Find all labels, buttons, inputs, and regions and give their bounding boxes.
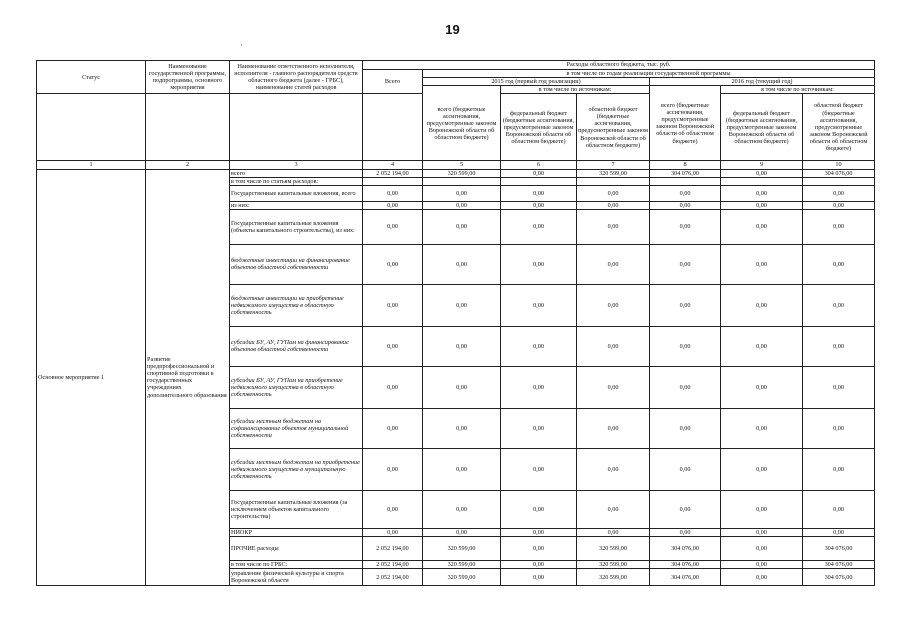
- amount-cell: 0,00: [501, 490, 577, 528]
- amount-cell: 320 599,00: [577, 537, 650, 561]
- amount-cell: 0,00: [423, 244, 501, 284]
- amount-cell: [721, 177, 803, 185]
- amount-cell: [577, 177, 650, 185]
- amount-cell: 0,00: [803, 528, 875, 536]
- expense-label: субсидии местным бюджетам на софинансирование объектов муниципальной собственности: [230, 408, 363, 448]
- header-year-2016: 2016 год (текущий год): [650, 78, 875, 86]
- amount-cell: 0,00: [650, 408, 721, 448]
- amount-cell: 0,00: [650, 448, 721, 490]
- amount-cell: 0,00: [721, 244, 803, 284]
- amount-cell: 304 076,00: [803, 537, 875, 561]
- amount-cell: 320 599,00: [577, 561, 650, 569]
- amount-cell: 0,00: [803, 366, 875, 408]
- amount-cell: 0,00: [501, 209, 577, 244]
- header-by-years: в том числе по годам реализации государственной программы: [423, 70, 875, 78]
- amount-cell: 0,00: [577, 408, 650, 448]
- amount-cell: 0,00: [501, 569, 577, 586]
- amount-cell: 0,00: [423, 528, 501, 536]
- expense-label: ПРОЧИЕ расходы: [230, 537, 363, 561]
- header-program-name: Наименование государственной программы, подпрограммы, основного мероприятия: [146, 61, 230, 94]
- amount-cell: 0,00: [650, 185, 721, 201]
- amount-cell: 320 599,00: [423, 537, 501, 561]
- amount-cell: 0,00: [577, 448, 650, 490]
- expense-label: Государственные капитальные вложения (за исключением объектов капитального строительства): [230, 490, 363, 528]
- amount-cell: 0,00: [577, 366, 650, 408]
- amount-cell: 0,00: [577, 528, 650, 536]
- amount-cell: 0,00: [721, 326, 803, 366]
- column-number: 5: [423, 161, 501, 169]
- amount-cell: 0,00: [423, 185, 501, 201]
- amount-cell: 0,00: [803, 490, 875, 528]
- amount-cell: 0,00: [577, 209, 650, 244]
- amount-cell: 0,00: [721, 448, 803, 490]
- amount-cell: 0,00: [650, 201, 721, 209]
- amount-cell: 0,00: [721, 537, 803, 561]
- expense-label: из них:: [230, 201, 363, 209]
- amount-cell: 0,00: [577, 490, 650, 528]
- column-number: 10: [803, 161, 875, 169]
- expense-label: субсидии БУ, АУ, ГУПам на приобретение недвижимого имущества в областную собственность: [230, 366, 363, 408]
- expense-label: бюджетные инвестиции на приобретение недвижимого имущества в областную собственность: [230, 284, 363, 326]
- amount-cell: 0,00: [501, 537, 577, 561]
- header-col10: областной бюджет (бюджетные ассигнования, предусмотренные законом Воронежской области об областном бюджете): [803, 94, 875, 161]
- expense-label: бюджетные инвестиции на финансирование объектов областной собственности: [230, 244, 363, 284]
- amount-cell: 0,00: [423, 366, 501, 408]
- amount-cell: 0,00: [501, 169, 577, 177]
- amount-cell: 0,00: [363, 448, 423, 490]
- amount-cell: 0,00: [721, 209, 803, 244]
- header-year-2015: 2015 год (первый год реализации): [423, 78, 650, 86]
- header-expenses-title: Расходы областного бюджета, тыс. руб.: [363, 61, 875, 70]
- status-cell: Основное мероприятие 1: [37, 169, 146, 586]
- amount-cell: 304 076,00: [650, 169, 721, 177]
- amount-cell: 304 076,00: [650, 569, 721, 586]
- amount-cell: 320 599,00: [577, 169, 650, 177]
- header-blank-2: [146, 94, 230, 161]
- expense-label: управление физической культуры и спорта Воронежской области: [230, 569, 363, 586]
- budget-table: [36, 60, 875, 586]
- amount-cell: 0,00: [650, 490, 721, 528]
- amount-cell: 320 599,00: [577, 569, 650, 586]
- amount-cell: 0,00: [577, 244, 650, 284]
- amount-cell: 0,00: [577, 326, 650, 366]
- amount-cell: 0,00: [650, 528, 721, 536]
- amount-cell: 0,00: [423, 448, 501, 490]
- amount-cell: 0,00: [803, 284, 875, 326]
- amount-cell: 0,00: [650, 284, 721, 326]
- header-col7: областной бюджет (бюджетные ассигнования, предусмотренные законом Воронежской области об областном бюджете): [577, 94, 650, 161]
- amount-cell: [501, 177, 577, 185]
- header-sources-2016: в том числе по источникам:: [721, 86, 875, 94]
- amount-cell: 0,00: [803, 201, 875, 209]
- expense-label: субсидии БУ, АУ, ГУПам на финансирование объектов областной собственности: [230, 326, 363, 366]
- amount-cell: 320 599,00: [423, 561, 501, 569]
- amount-cell: 0,00: [363, 326, 423, 366]
- amount-cell: 0,00: [721, 528, 803, 536]
- amount-cell: 0,00: [721, 366, 803, 408]
- expense-label: Государственные капитальные вложения, всего: [230, 185, 363, 201]
- amount-cell: 0,00: [721, 408, 803, 448]
- table-row: [37, 169, 875, 177]
- amount-cell: 0,00: [721, 169, 803, 177]
- header-blank-3: [230, 94, 363, 161]
- amount-cell: 0,00: [423, 209, 501, 244]
- column-number: 1: [37, 161, 146, 169]
- amount-cell: 2 052 194,00: [363, 569, 423, 586]
- amount-cell: 304 076,00: [803, 561, 875, 569]
- column-number: 7: [577, 161, 650, 169]
- column-numbers-row: [37, 161, 875, 169]
- expense-label: всего: [230, 169, 363, 177]
- amount-cell: 0,00: [501, 366, 577, 408]
- amount-cell: 0,00: [363, 366, 423, 408]
- amount-cell: 0,00: [803, 448, 875, 490]
- table-body: [37, 61, 875, 586]
- amount-cell: 320 599,00: [423, 169, 501, 177]
- amount-cell: 0,00: [363, 490, 423, 528]
- amount-cell: 304 076,00: [803, 169, 875, 177]
- amount-cell: 0,00: [501, 185, 577, 201]
- header-total: Всего: [363, 70, 423, 94]
- amount-cell: 304 076,00: [650, 561, 721, 569]
- amount-cell: 2 052 194,00: [363, 537, 423, 561]
- header-col8: всего (бюджетные ассигнования, предусмотренные законом Воронежской области об областном бюджете): [650, 86, 721, 161]
- header-executor: Наименование ответственного исполнителя, исполнителя - главного распорядителя средств областного бюджета (далее - ГРБС), наименование статей расходов: [230, 61, 363, 94]
- amount-cell: 0,00: [423, 326, 501, 366]
- header-status: Статус: [37, 61, 146, 94]
- amount-cell: 0,00: [423, 490, 501, 528]
- expense-label: в том числе по ГРБС:: [230, 561, 363, 569]
- header-col9: федеральный бюджет (бюджетные ассигнования, предусмотренные законом Воронежской области об областном бюджете): [721, 94, 803, 161]
- amount-cell: 0,00: [803, 244, 875, 284]
- amount-cell: [803, 177, 875, 185]
- amount-cell: 0,00: [363, 408, 423, 448]
- amount-cell: 0,00: [577, 185, 650, 201]
- amount-cell: [363, 177, 423, 185]
- column-number: 2: [146, 161, 230, 169]
- amount-cell: 0,00: [803, 209, 875, 244]
- amount-cell: 0,00: [363, 201, 423, 209]
- amount-cell: 0,00: [721, 201, 803, 209]
- amount-cell: 0,00: [363, 244, 423, 284]
- amount-cell: 0,00: [650, 326, 721, 366]
- amount-cell: 0,00: [721, 185, 803, 201]
- amount-cell: 304 076,00: [803, 569, 875, 586]
- column-number: 8: [650, 161, 721, 169]
- amount-cell: 0,00: [577, 284, 650, 326]
- amount-cell: 0,00: [721, 569, 803, 586]
- header-sources-2015: в том числе по источникам:: [501, 86, 650, 94]
- expense-label: субсидии местным бюджетам на приобретение недвижимого имущества в муниципальную собственность: [230, 448, 363, 490]
- amount-cell: 0,00: [501, 448, 577, 490]
- amount-cell: 0,00: [501, 244, 577, 284]
- amount-cell: 0,00: [721, 284, 803, 326]
- amount-cell: 0,00: [501, 284, 577, 326]
- amount-cell: 0,00: [803, 185, 875, 201]
- amount-cell: [650, 177, 721, 185]
- amount-cell: 0,00: [423, 201, 501, 209]
- page-number: 19: [445, 22, 460, 37]
- expense-label: в том числе по статьям расходов:: [230, 177, 363, 185]
- amount-cell: 0,00: [423, 284, 501, 326]
- amount-cell: 0,00: [650, 366, 721, 408]
- scan-dot: ·: [240, 41, 243, 50]
- amount-cell: 0,00: [803, 408, 875, 448]
- amount-cell: 0,00: [501, 528, 577, 536]
- amount-cell: 304 076,00: [650, 537, 721, 561]
- program-name-cell: Развитие предпрофессиональной и спортивной подготовки в государственных учреждениях дополнительного образования: [146, 169, 230, 586]
- header-col6: федеральный бюджет (бюджетные ассигнования, предусмотренные законом Воронежской области об областном бюджете): [501, 94, 577, 161]
- amount-cell: 0,00: [650, 209, 721, 244]
- column-number: 6: [501, 161, 577, 169]
- column-number: 3: [230, 161, 363, 169]
- amount-cell: 0,00: [363, 209, 423, 244]
- expense-label: НИОКР: [230, 528, 363, 536]
- amount-cell: 0,00: [577, 201, 650, 209]
- amount-cell: 0,00: [721, 490, 803, 528]
- amount-cell: 0,00: [501, 201, 577, 209]
- amount-cell: 320 599,00: [423, 569, 501, 586]
- amount-cell: 0,00: [363, 284, 423, 326]
- amount-cell: 2 052 194,00: [363, 169, 423, 177]
- amount-cell: 0,00: [721, 561, 803, 569]
- amount-cell: 0,00: [423, 408, 501, 448]
- amount-cell: 0,00: [363, 185, 423, 201]
- amount-cell: 0,00: [363, 528, 423, 536]
- header-blank-1: [37, 94, 146, 161]
- amount-cell: 0,00: [501, 408, 577, 448]
- amount-cell: 0,00: [650, 244, 721, 284]
- amount-cell: 2 052 194,00: [363, 561, 423, 569]
- amount-cell: [423, 177, 501, 185]
- column-number: 9: [721, 161, 803, 169]
- amount-cell: 0,00: [501, 561, 577, 569]
- amount-cell: 0,00: [803, 326, 875, 366]
- column-number: 4: [363, 161, 423, 169]
- header-col5: всего (бюджетные ассигнования, предусмотренные законом Воронежской области об областном бюджете): [423, 86, 501, 161]
- expense-label: Государственные капитальные вложения (объекты капитального строительства), из них:: [230, 209, 363, 244]
- header-blank-4: [363, 94, 423, 161]
- amount-cell: 0,00: [501, 326, 577, 366]
